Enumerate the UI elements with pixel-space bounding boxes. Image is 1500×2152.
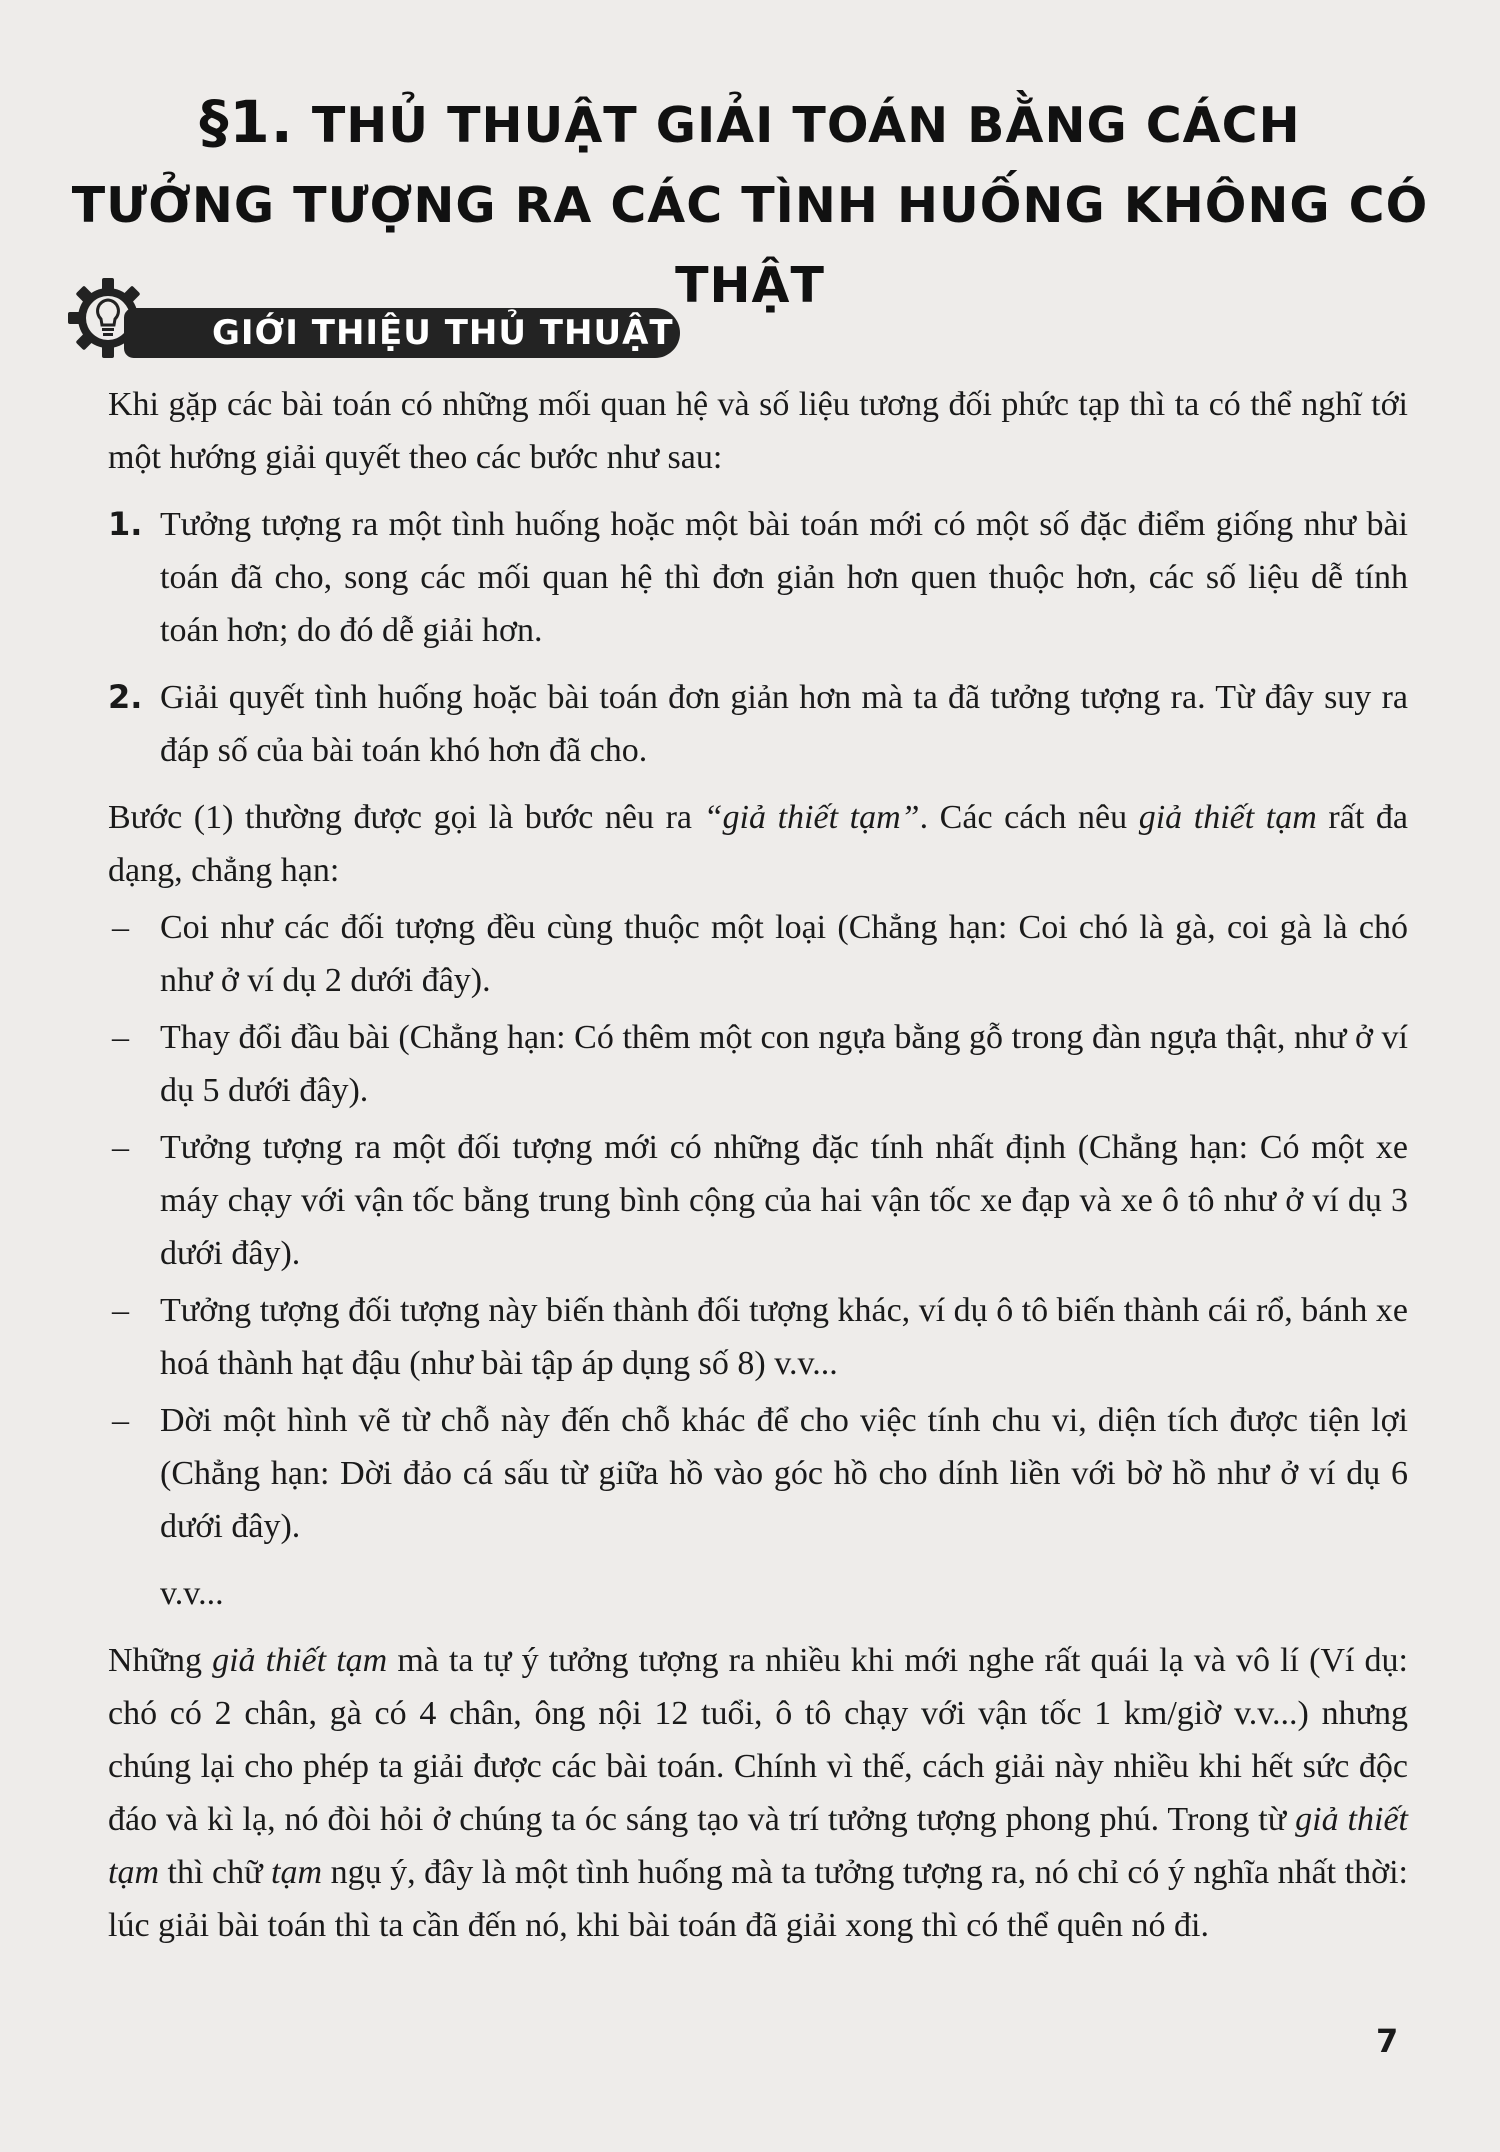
step-explanation-paragraph: Bước (1) thường được gọi là bước nêu ra “giả thiết tạm”. Các cách nêu giả thiết tạm rất đa dạng, chẳng hạn: xyxy=(108,799,1408,889)
page-number: 7 xyxy=(1376,2022,1399,2060)
main-text xyxy=(108,378,1408,1952)
step-number: 2. xyxy=(108,678,143,716)
bullet-dash: – xyxy=(112,1292,129,1329)
tip-banner xyxy=(62,272,682,364)
step-text: Giải quyết tình huống hoặc bài toán đơn giản hơn mà ta đã tưởng tượng ra. Từ đây suy ra đáp số của bài toán khó hơn đã cho. xyxy=(160,679,1408,769)
section-number: §1. xyxy=(199,88,294,156)
etc-line: v.v... xyxy=(160,1575,224,1612)
step-text: Tưởng tượng ra một tình huống hoặc một bài toán mới có một số đặc điểm giống như bài toán đã cho, song các mối quan hệ thì đơn giản hơn quen thuộc hơn, các số liệu dễ tính toán hơn; do đó dễ giải hơn. xyxy=(160,506,1408,649)
step-number: 1. xyxy=(108,505,143,543)
list-item: – Dời một hình vẽ từ chỗ này đến chỗ khác để cho việc tính chu vi, diện tích được tiện lợi (Chẳng hạn: Dời đảo cá sấu từ giữa hồ vào góc hồ cho dính liền với bờ hồ như ở ví dụ 6 dưới đây). xyxy=(108,1394,1408,1553)
banner-label: GIỚI THIỆU THỦ THUẬT xyxy=(124,308,680,358)
bullet-dash: – xyxy=(112,909,129,946)
title-line-2: TƯỞNG TƯỢNG RA CÁC TÌNH HUỐNG KHÔNG CÓ THẬT xyxy=(71,177,1429,314)
title-line-1: §1. THỦ THUẬT GIẢI TOÁN BẰNG CÁCH xyxy=(199,88,1301,156)
bullet-dash: – xyxy=(112,1019,129,1056)
bullet-dash: – xyxy=(112,1129,129,1166)
intro-paragraph: Khi gặp các bài toán có những mối quan hệ và số liệu tương đối phức tạp thì ta có thể nghĩ tới một hướng giải quyết theo các bước như sau: xyxy=(108,386,1408,476)
closing-paragraph: Những giả thiết tạm mà ta tự ý tưởng tượng ra nhiều khi mới nghe rất quái lạ và vô lí (Ví dụ: chó có 2 chân, gà có 4 chân, ông nội 12 tuổi, ô tô chạy với vận tốc 1 km/giờ v.v...) nhưng chúng lại cho phép ta giải được các bài toán. Chính vì thế, cách giải này nhiều khi hết sức độc đáo và kì lạ, nó đòi hỏi ở chúng ta óc sáng tạo và trí tưởng tượng phong phú. Trong từ giả thiết tạm thì chữ tạm ngụ ý, đây là một tình huống mà ta tưởng tượng ra, nó chỉ có ý nghĩa nhất thời: lúc giải bài toán thì ta cần đến nó, khi bài toán đã giải xong thì có thể quên nó đi. xyxy=(108,1642,1408,1944)
step-item xyxy=(108,498,1408,657)
step-item xyxy=(108,671,1408,777)
list-item: – Coi như các đối tượng đều cùng thuộc một loại (Chẳng hạn: Coi chó là gà, coi gà là chó như ở ví dụ 2 dưới đây). xyxy=(108,901,1408,1007)
list-item: – Tưởng tượng ra một đối tượng mới có những đặc tính nhất định (Chẳng hạn: Có một xe máy chạy với vận tốc bằng trung bình cộng của hai vận tốc xe đạp và xe ô tô như ở ví dụ 3 dưới đây). xyxy=(108,1121,1408,1280)
bullet-dash: – xyxy=(112,1402,129,1439)
list-item: – Thay đổi đầu bài (Chẳng hạn: Có thêm một con ngựa bằng gỗ trong đàn ngựa thật, như ở ví dụ 5 dưới đây). xyxy=(108,1011,1408,1117)
list-item: – Tưởng tượng đối tượng này biến thành đối tượng khác, ví dụ ô tô biến thành cái rổ, bánh xe hoá thành hạt đậu (như bài tập áp dụng số 8) v.v... xyxy=(108,1284,1408,1390)
